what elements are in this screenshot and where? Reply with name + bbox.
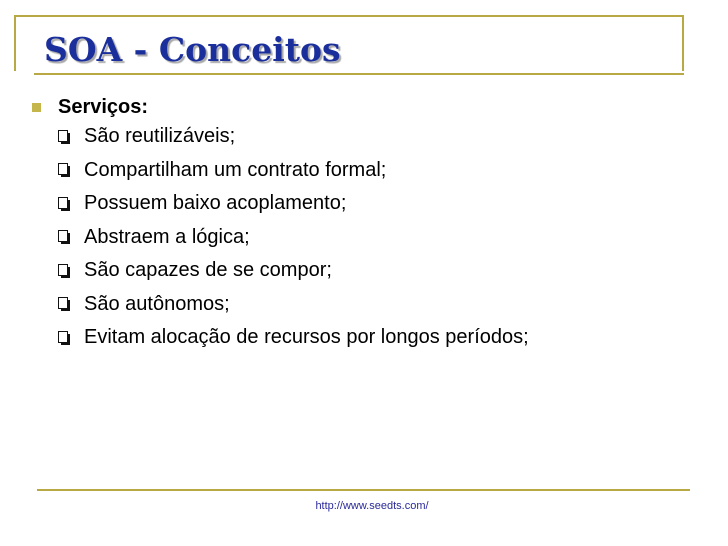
- footer-url: http://www.seedts.com/: [315, 500, 429, 512]
- checkbox-bullet-icon: [58, 297, 70, 311]
- list-item-text: Compartilham um contrato formal;: [84, 158, 387, 181]
- checkbox-bullet-icon: [58, 130, 70, 144]
- list-item-text: São autônomos;: [84, 292, 230, 315]
- list-item-text: São reutilizáveis;: [84, 125, 236, 148]
- checkbox-bullet-icon: [58, 163, 70, 177]
- title-frame-top-line: [14, 15, 684, 17]
- list-item-text: Evitam alocação de recursos por longos períodos;: [84, 326, 529, 349]
- checkbox-bullet-icon: [58, 230, 70, 244]
- list-item: [58, 321, 529, 355]
- title-frame-left-line: [14, 15, 16, 71]
- checkbox-bullet-icon: [58, 197, 70, 211]
- list-item-text: Abstraem a lógica;: [84, 225, 250, 248]
- list-item: [58, 187, 529, 221]
- list-item: [58, 288, 529, 322]
- title-underline: [34, 73, 684, 75]
- square-bullet-icon: [32, 103, 41, 112]
- checkbox-bullet-icon: [58, 264, 70, 278]
- footer-divider: [37, 489, 690, 491]
- slide-title: SOA - Conceitos: [44, 30, 341, 69]
- title-frame-right-line: [682, 15, 684, 71]
- list-item-text: São capazes de se compor;: [84, 259, 332, 282]
- list-item: [58, 120, 529, 154]
- sub-bullet-list: [58, 120, 529, 355]
- list-item: [58, 154, 529, 188]
- bullet-label: Serviços:: [58, 95, 149, 118]
- bullet-servicos: [32, 93, 148, 121]
- list-item-text: Possuem baixo acoplamento;: [84, 192, 347, 215]
- list-item: [58, 221, 529, 255]
- list-item: [58, 254, 529, 288]
- checkbox-bullet-icon: [58, 331, 70, 345]
